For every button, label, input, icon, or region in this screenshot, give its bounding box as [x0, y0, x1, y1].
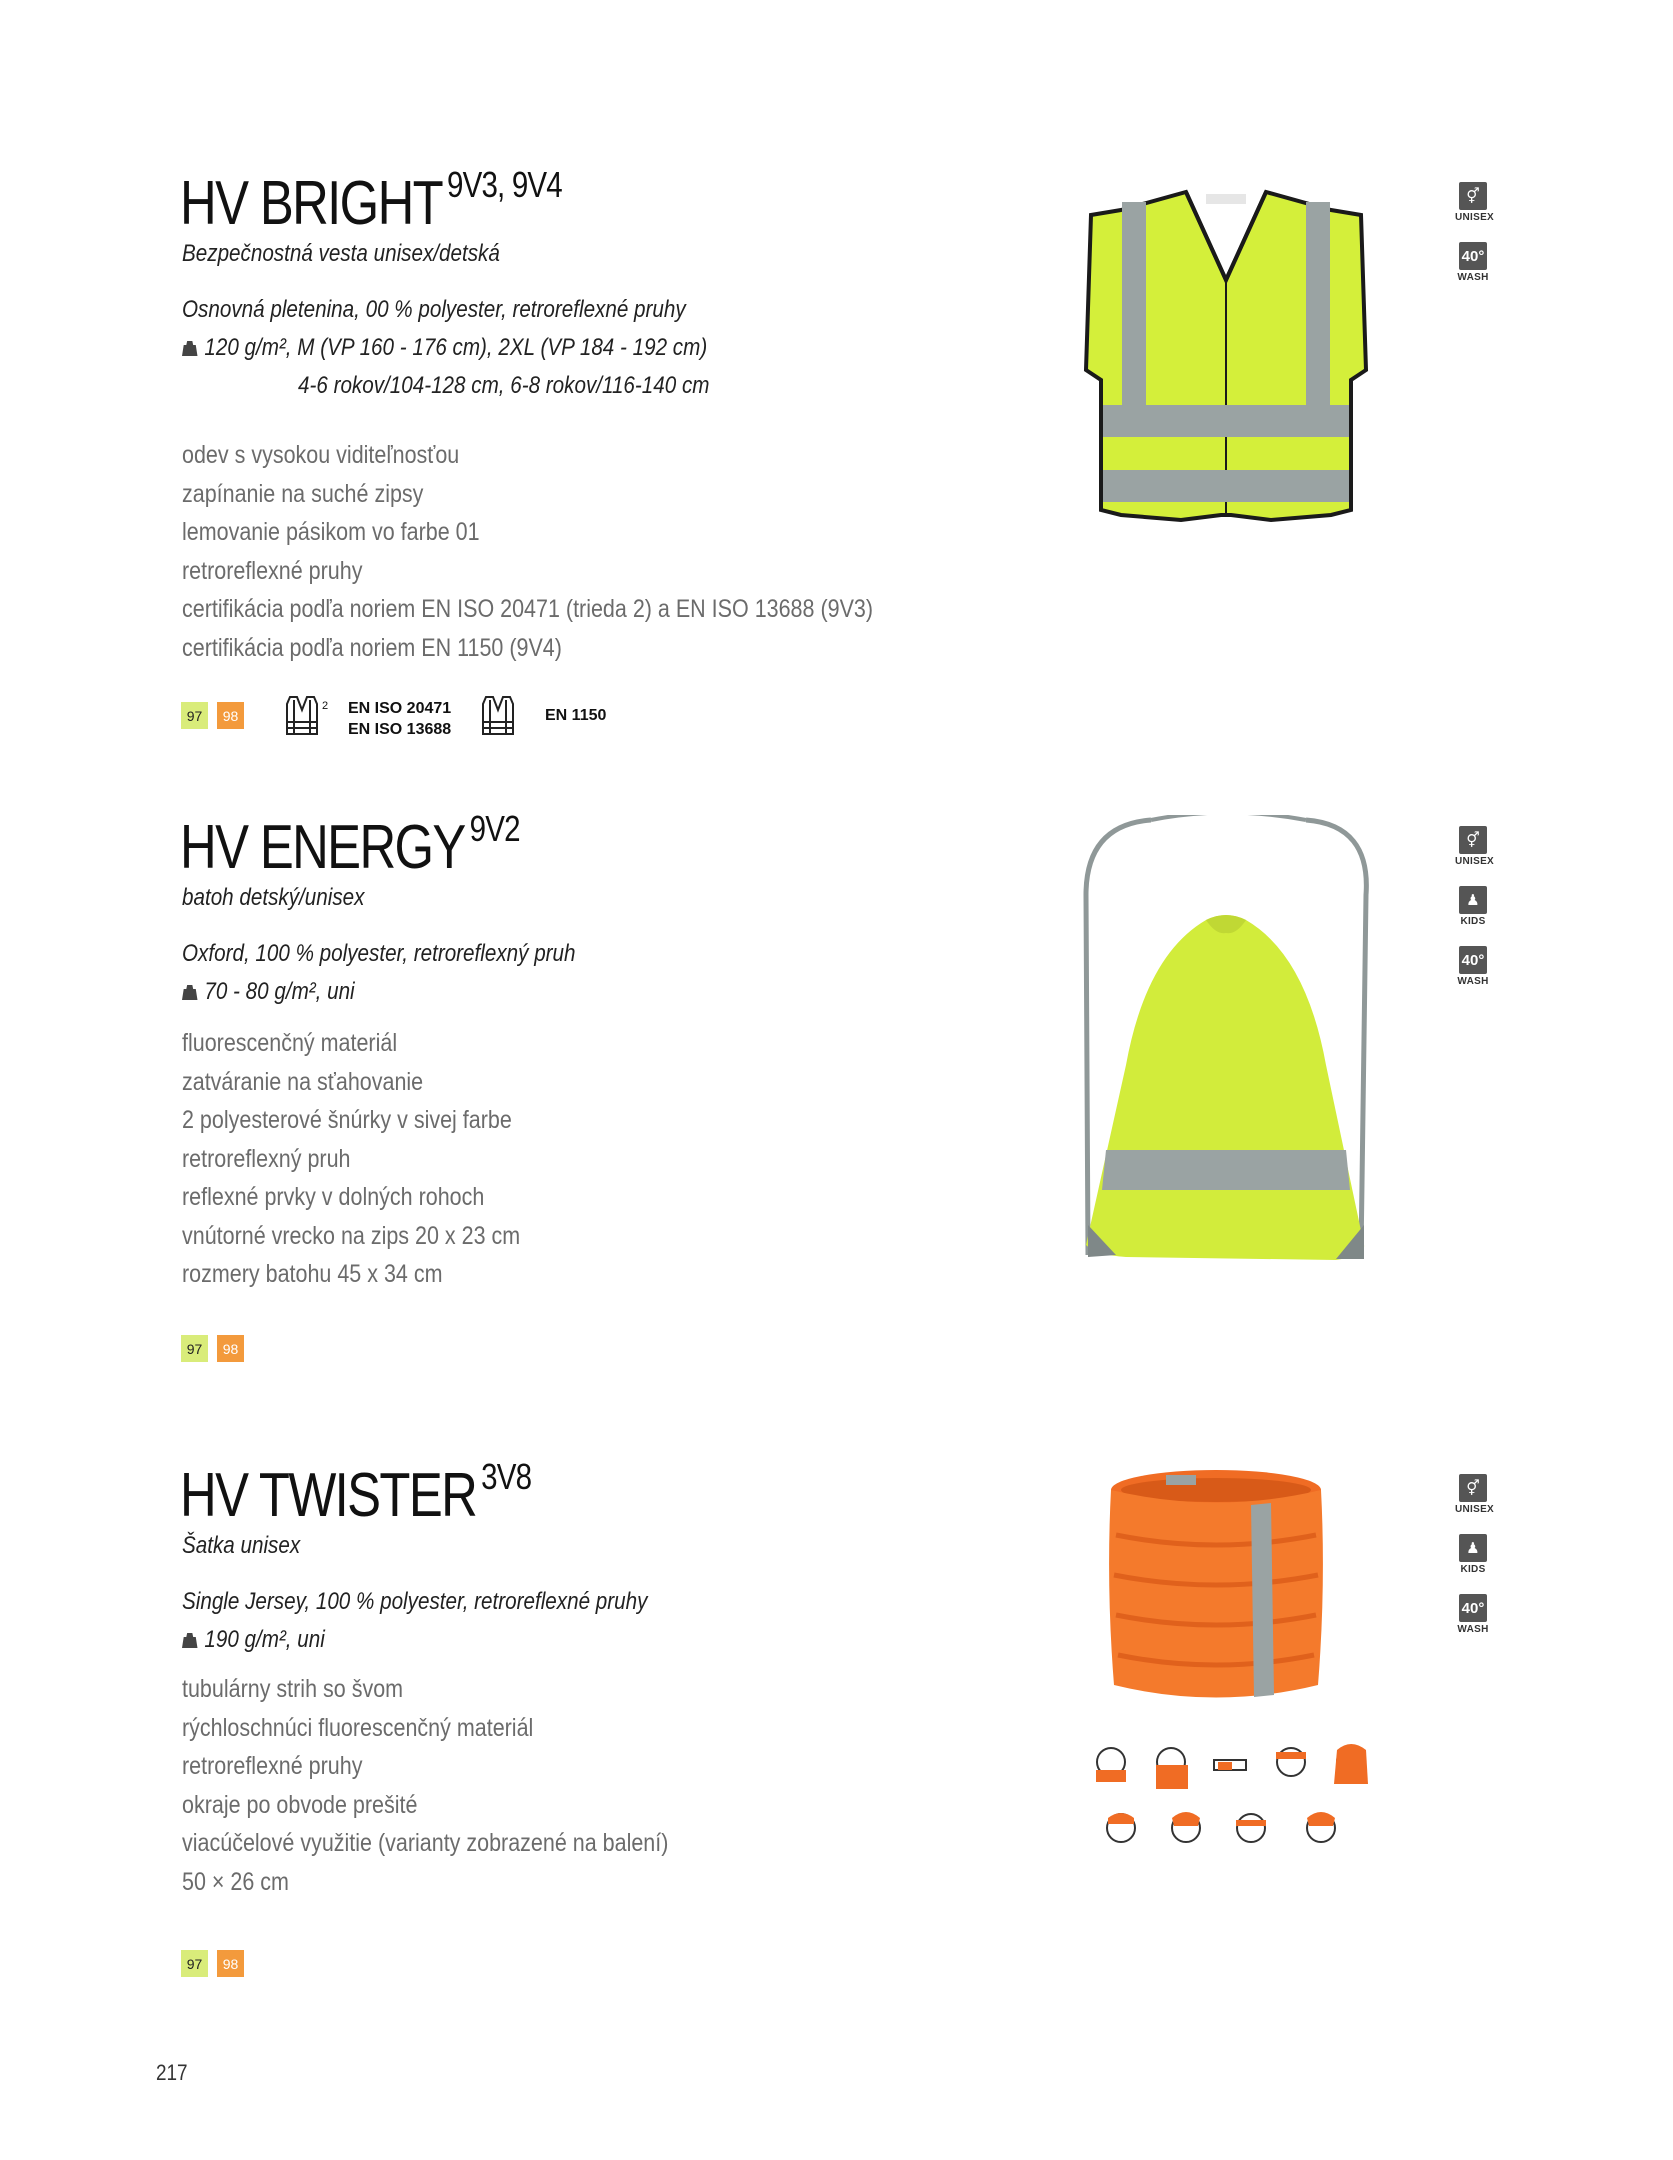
hi-vis-vest-cert-icon: [282, 694, 322, 738]
list-item: viacúčelové využitie (varianty zobrazené na balení): [182, 1829, 669, 1857]
list-item: reflexné prvky v dolných rohoch: [182, 1183, 485, 1211]
product-code: 9V3, 9V4: [446, 164, 562, 205]
product-material: Osnovná pletenina, 00 % polyester, retroreflexné pruhy: [182, 296, 686, 323]
weight-icon: [182, 340, 197, 356]
list-item: retroreflexný pruh: [182, 1144, 351, 1173]
unisex-icon: ⚥: [1459, 826, 1487, 854]
yellow-drawstring-backpack-image: [1066, 815, 1386, 1275]
hi-vis-vest-cert-icon: [478, 694, 518, 738]
list-item: 2 polyesterové šnúrky v sivej farbe: [182, 1106, 512, 1134]
product-sizes-kids: 4-6 rokov/104-128 cm, 6-8 rokov/116-140 cm: [298, 372, 710, 399]
color-swatch-98: 98: [217, 702, 244, 729]
page-number: 217: [156, 2060, 188, 2085]
cert-standard-en1150: EN 1150: [545, 707, 607, 724]
yellow-safety-vest-image: [1066, 180, 1386, 680]
unisex-badge: ⚥ UNISEX: [1455, 182, 1491, 223]
color-swatch-97: 97: [181, 1950, 208, 1977]
color-swatch-98: 98: [217, 1335, 244, 1362]
wash-badge: 40° WASH: [1455, 946, 1491, 987]
kids-icon: ♟: [1459, 1534, 1487, 1562]
kids-badge: ♟ KIDS: [1455, 1534, 1491, 1575]
product-material: Oxford, 100 % polyester, retroreflexný pruh: [182, 940, 576, 967]
list-item: okraje po obvode prešité: [182, 1790, 418, 1819]
wash-badge: 40° WASH: [1455, 1594, 1491, 1635]
feature-list: [182, 436, 873, 667]
list-item: retroreflexné pruhy: [182, 556, 363, 585]
product-subtitle: Šatka unisex: [182, 1532, 301, 1559]
list-item: zatváranie na sťahovanie: [182, 1067, 424, 1096]
usage-variants-pictograms: [1086, 1740, 1386, 1860]
product-weight: 70 - 80 g/m², uni: [182, 978, 355, 1006]
product-code: 3V8: [481, 1456, 532, 1497]
list-item: retroreflexné pruhy: [182, 1752, 363, 1780]
product-weight: 120 g/m², M (VP 160 - 176 cm), 2XL (VP 184 - 192 cm): [182, 334, 707, 362]
orange-neck-gaiter-image: [1106, 1465, 1326, 1705]
product-material: Single Jersey, 100 % polyester, retroreflexné pruhy: [182, 1588, 648, 1615]
list-item: lemovanie pásikom vo farbe 01: [182, 518, 480, 546]
product-title: HV ENERGY $^{9V2}$: [180, 808, 520, 882]
wash-badge: 40° WASH: [1455, 242, 1491, 283]
product-title: HV TWISTER $^{3V8}$: [180, 1456, 532, 1530]
color-swatch-97: 97: [181, 702, 208, 729]
list-item: certifikácia podľa noriem EN ISO 20471 (trieda 2) a EN ISO 13688 (9V3): [182, 595, 874, 623]
weight-icon: [182, 984, 197, 1000]
list-item: rozmery batohu 45 x 34 cm: [182, 1260, 443, 1288]
product-subtitle: Bezpečnostná vesta unisex/detská: [182, 240, 500, 267]
color-swatch-98: 98: [217, 1950, 244, 1977]
list-item: odev s vysokou viditeľnosťou: [182, 441, 460, 469]
list-item: zapínanie na suché zipsy: [182, 479, 424, 508]
list-item: fluorescenčný materiál: [182, 1029, 398, 1057]
unisex-icon: ⚥: [1459, 182, 1487, 210]
kids-badge: ♟ KIDS: [1455, 886, 1491, 927]
cert-class: 2: [322, 700, 329, 712]
list-item: rýchloschnúci fluorescenčný materiál: [182, 1713, 534, 1742]
list-item: 50 × 26 cm: [182, 1867, 289, 1896]
list-item: certifikácia podľa noriem EN 1150 (9V4): [182, 633, 562, 662]
feature-list: [182, 1670, 668, 1901]
product-subtitle: batoh detský/unisex: [182, 884, 365, 911]
product-code: 9V2: [469, 808, 520, 849]
wash-40-icon: 40°: [1459, 946, 1487, 974]
weight-icon: [182, 1632, 197, 1648]
list-item: vnútorné vrecko na zips 20 x 23 cm: [182, 1221, 521, 1250]
wash-40-icon: 40°: [1459, 242, 1487, 270]
color-swatch-97: 97: [181, 1335, 208, 1362]
product-title: HV BRIGHT $^{9V3, 9V4}$: [180, 164, 562, 238]
kids-icon: ♟: [1459, 886, 1487, 914]
unisex-icon: ⚥: [1459, 1474, 1487, 1502]
feature-list: [182, 1024, 520, 1294]
wash-40-icon: 40°: [1459, 1594, 1487, 1622]
unisex-badge: ⚥ UNISEX: [1455, 1474, 1491, 1515]
unisex-badge: ⚥ UNISEX: [1455, 826, 1491, 867]
list-item: tubulárny strih so švom: [182, 1675, 404, 1703]
product-weight: 190 g/m², uni: [182, 1626, 325, 1654]
cert-standards: EN ISO 20471 EN ISO 13688: [348, 700, 452, 738]
